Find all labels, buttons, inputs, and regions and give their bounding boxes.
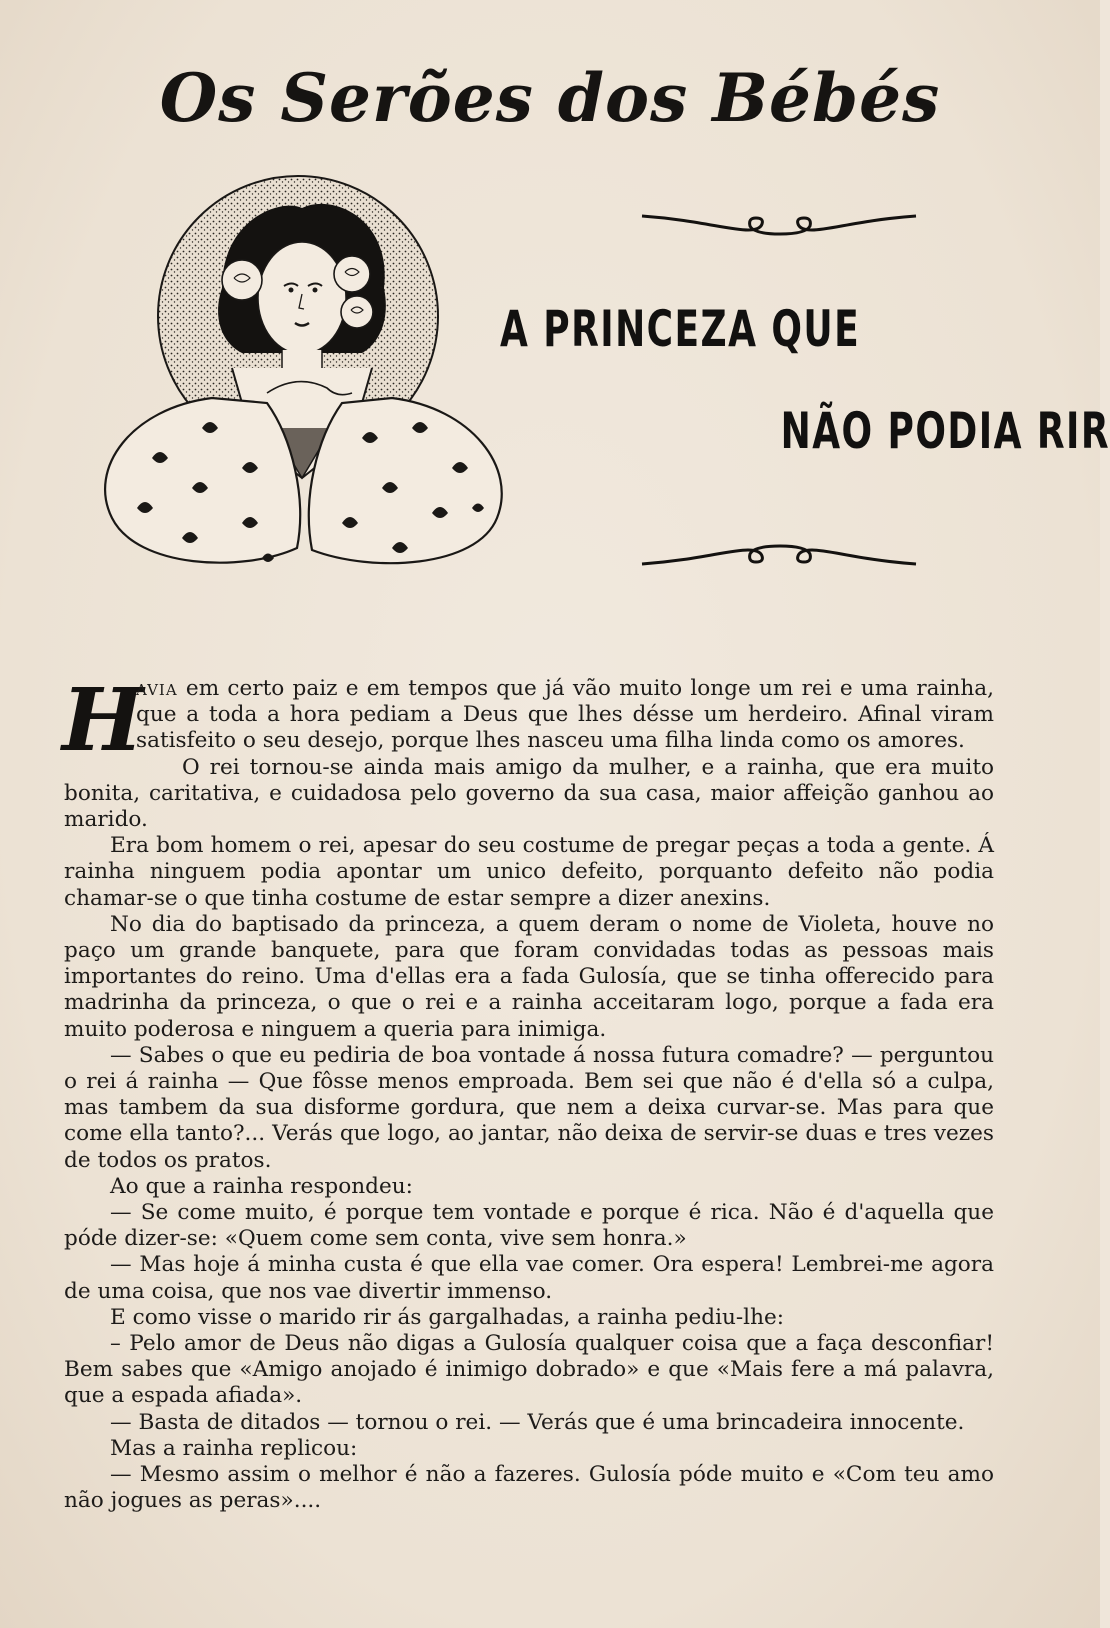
first-word-rest: avia (136, 676, 178, 701)
paragraph-1 (62, 670, 994, 771)
paragraph-12: Mas a rainha replicou: (110, 1435, 358, 1461)
masthead-title: Os Serões dos Bébés (159, 59, 941, 137)
paragraph-10: – Pelo amor de Deus não digas a Gulosía qualquer coisa que a faça desconfiar! Bem sabes que «Amigo anojado é inimigo dobrado» e que «Mais fere a má palavra, que a espada afiada». (64, 1331, 994, 1409)
svg-text:H: H (62, 670, 144, 771)
story-title-block (500, 200, 1110, 580)
paragraph-8: — Mas hoje á minha custa é que ella vae comer. Ora espera! Lembrei-me agora de uma coisa, que nos vae divertir immenso. (64, 1252, 994, 1304)
paragraph-9: E como visse o marido rir ás gargalhadas, a rainha pediu-lhe: (110, 1304, 785, 1330)
dropcap-ornament (60, 670, 144, 771)
paragraph-6: Ao que a rainha respondeu: (110, 1173, 413, 1199)
paragraph-3: Era bom homem o rei, apesar do seu costume de pregar peças a toda a gente. Á rainha ninguem podia apontar um unico defeito, porquanto defeito não podia chamar-se o que tinha costume de estar sempre a dizer anexins. (64, 833, 994, 911)
story-title-line-2: NÃO PODIA RIR (780, 402, 1110, 460)
paragraph-11: — Basta de ditados — tornou o rei. — Verás que é uma brincadeira innocente. (110, 1409, 965, 1435)
paragraph-7: — Se come muito, é porque tem vontade e porque é rica. Não é d'aquella que póde dizer-se: «Quem come sem conta, vive sem honra.» (64, 1200, 994, 1252)
paragraph-text: em certo paiz e em tempos que já vão muito longe um rei e uma rainha, que a toda a hora pediam a Deus que lhes désse um herdeiro. Afinal viram satisfeito o seu desejo, porque lhes nasceu uma filha linda como os amores. (136, 676, 994, 754)
story-title-line-1: A PRINCEZA QUE (500, 300, 861, 358)
princess-illustration (92, 178, 528, 586)
flourish-ornament-bottom (638, 540, 920, 570)
paragraph-4: No dia do baptisado da princeza, a quem deram o nome de Violeta, houve no paço um grande banquete, para que foram convidadas todas as pessoas mais importantes do reino. Uma d'ellas era a fada Gulosía, que se tinha offerecido para madrinha da princeza, o que o rei e a rainha acceitaram logo, porque a fada era muito poderosa e ninguem a queria para inimiga. (64, 911, 994, 1042)
paragraph-2: O rei tornou-se ainda mais amigo da mulher, e a rainha, que era muito bonita, caritativa, e cuidadosa pelo governo da sua casa, maior affeição ganhou ao marido. (64, 754, 994, 833)
paragraph-5: — Sabes o que eu pediria de boa vontade á nossa futura comadre? — perguntou o rei á rainha — Que fôsse menos emproada. Bem sei que não é d'ella só a culpa, mas tambem da sua disforme gordura, que nem a deixa curvar-se. Mas para que come ella tanto?... Verás que logo, ao jantar, não deixa de servir-se duas e tres vezes de todos os pratos. (64, 1042, 994, 1173)
flourish-ornament-top (638, 210, 920, 240)
paragraph-13: — Mesmo assim o melhor é não a fazeres. Gulosía póde muito e «Com teu amo não jogues as peras».... (64, 1462, 994, 1514)
story-body (62, 670, 994, 1515)
